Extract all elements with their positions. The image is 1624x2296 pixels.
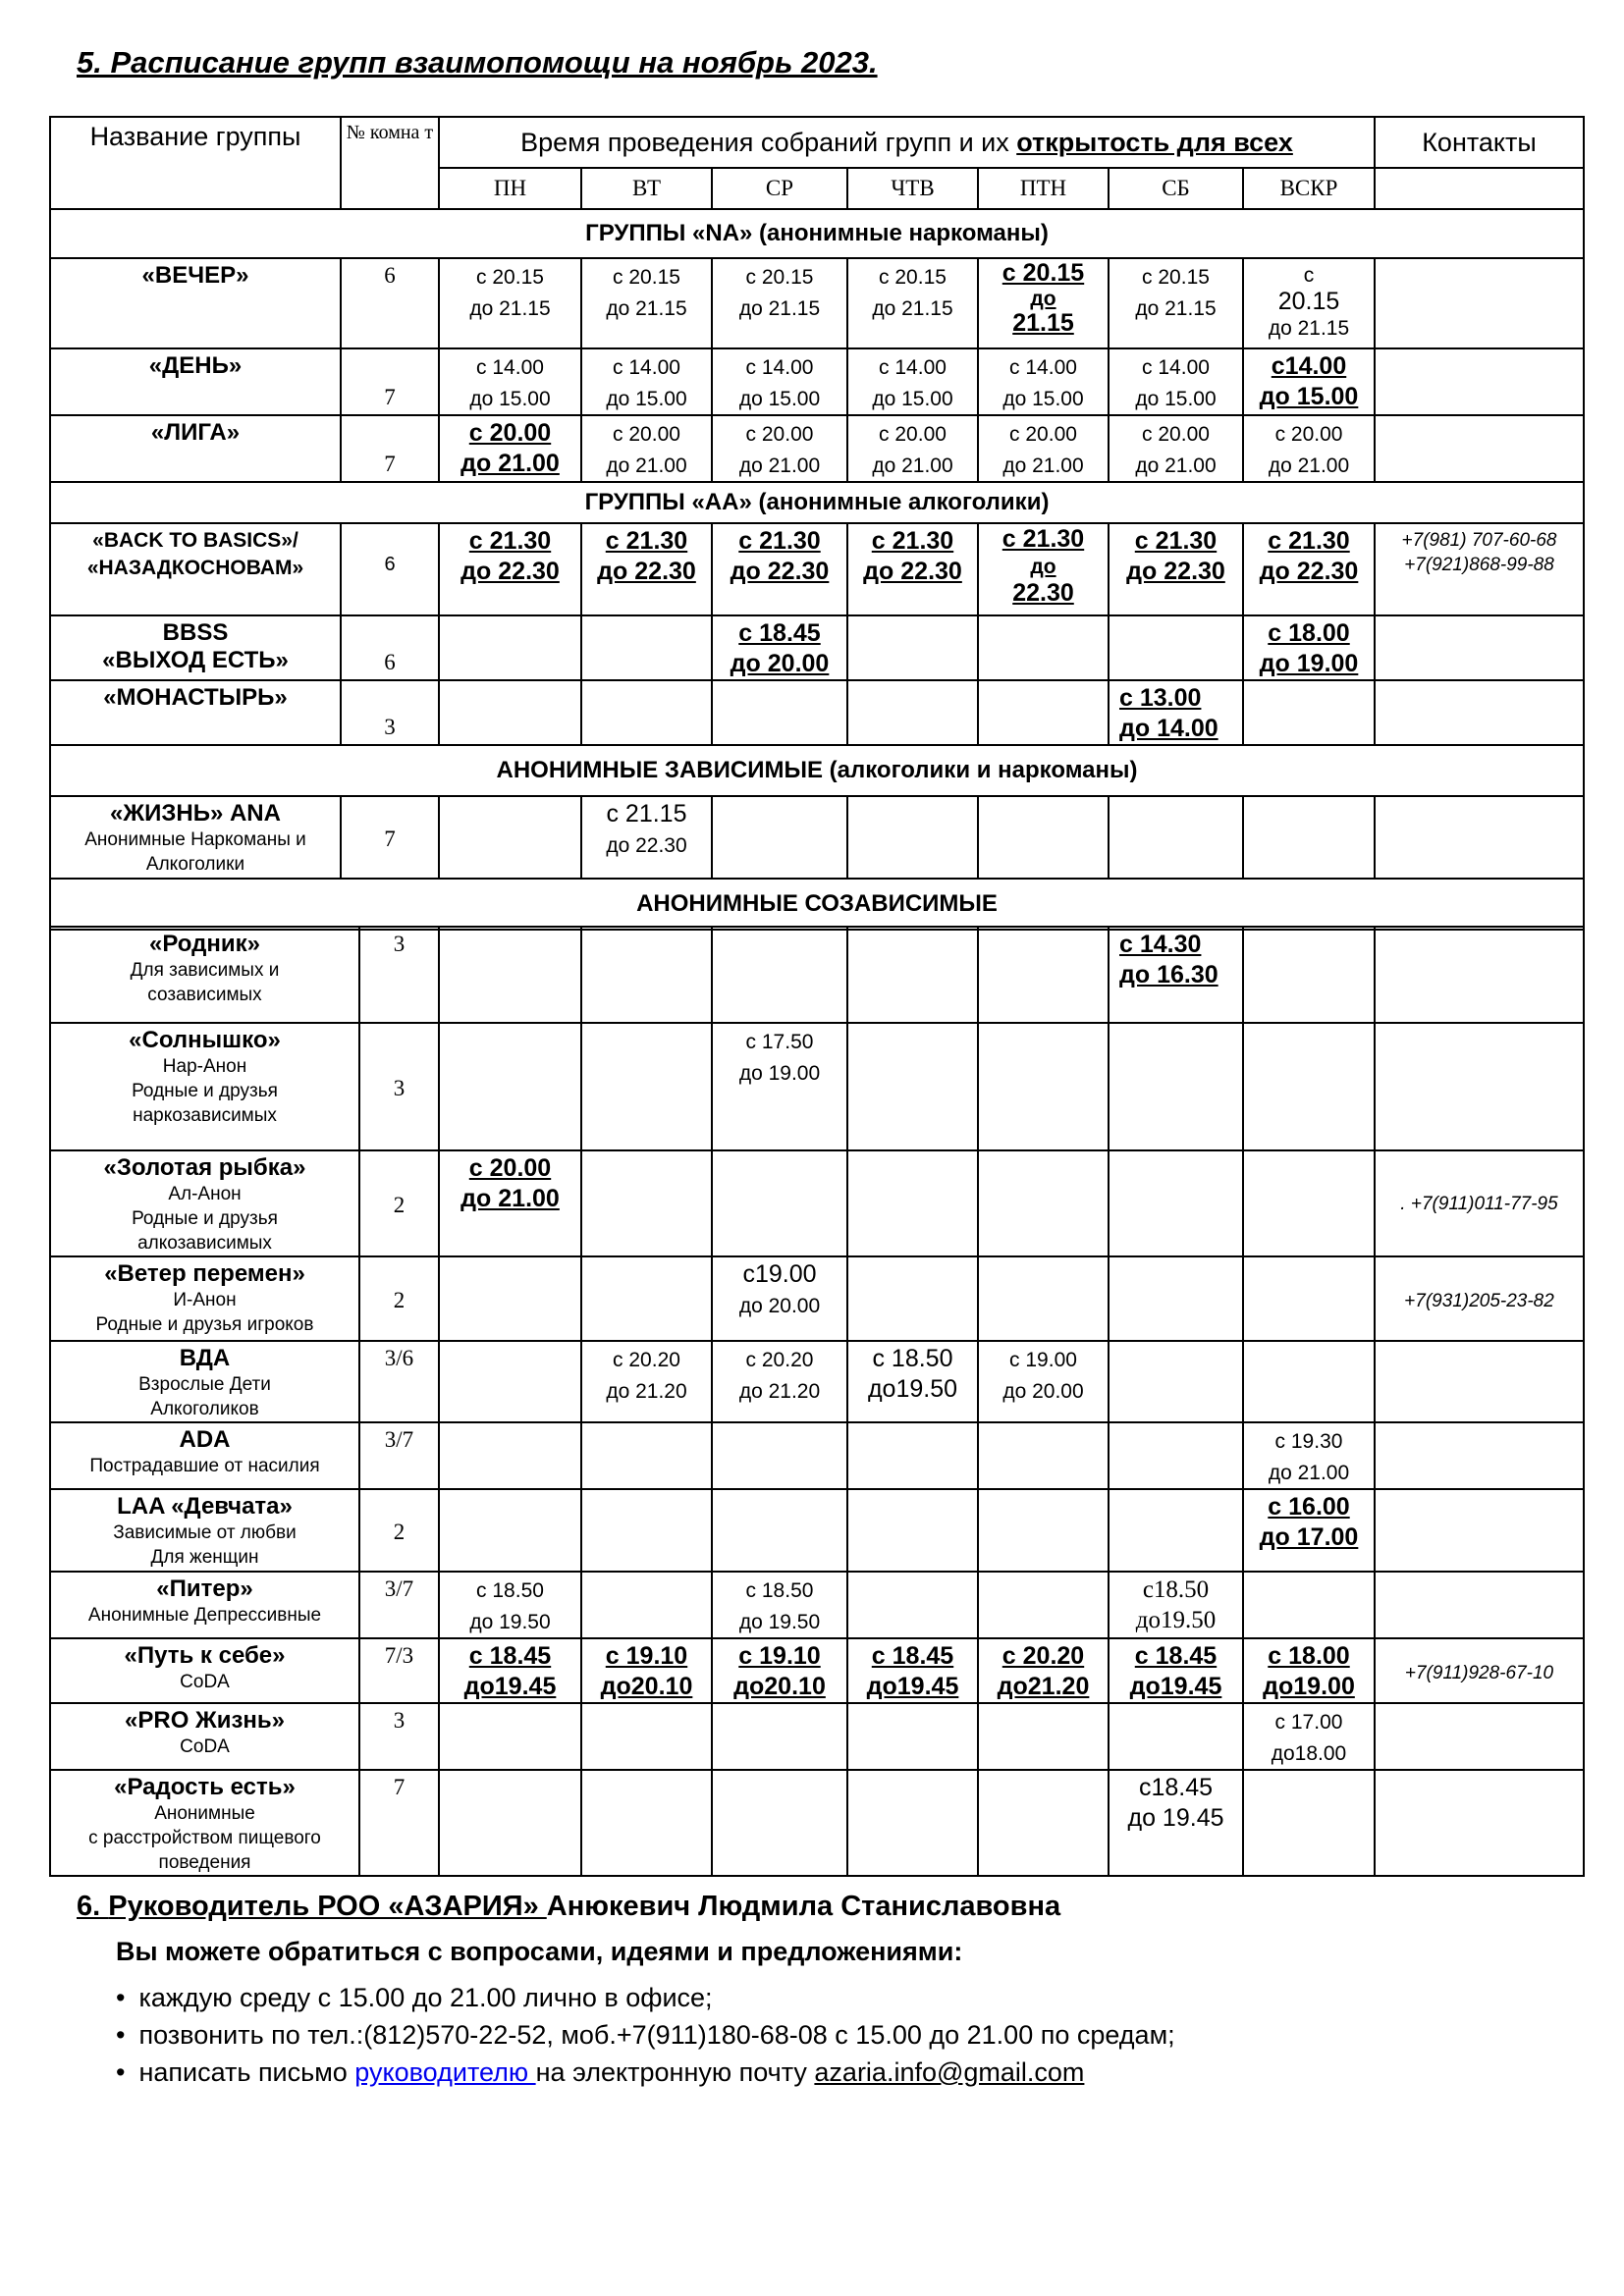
contact-cell	[1375, 680, 1584, 745]
time-cell: с 18.45 до19.45	[1109, 1638, 1243, 1703]
table-row	[50, 1422, 1584, 1489]
time-cell: с 20.00 до 21.00	[978, 415, 1109, 482]
time-cell	[439, 615, 581, 680]
table-row	[50, 796, 1584, 879]
section-row	[50, 745, 1584, 796]
group-name: «Питер» Анонимные Депрессивные	[50, 1572, 359, 1638]
time-cell	[1243, 680, 1375, 745]
section-title: ГРУППЫ «NA» (анонимные наркоманы)	[50, 209, 1584, 258]
time-cell	[847, 1489, 978, 1572]
time-cell	[581, 1572, 712, 1638]
time-cell: с 14.30 до 16.30	[1109, 927, 1243, 1023]
section-row	[50, 879, 1584, 930]
group-name: «Родник» Для зависимых и созависимых	[50, 927, 359, 1023]
time-cell	[978, 1256, 1109, 1341]
contact-cell	[1375, 927, 1584, 1023]
time-cell	[439, 1256, 581, 1341]
section-title: ГРУППЫ «АА» (анонимные алкоголики)	[50, 482, 1584, 523]
room-cell: 2	[359, 1489, 439, 1572]
time-cell	[847, 1256, 978, 1341]
time-cell	[1109, 1023, 1243, 1150]
group-name: «Радость есть» Анонимные с расстройством пищевого поведения	[50, 1770, 359, 1876]
group-name: «Солнышко» Нар-Анон Родные и друзья наркозависимых	[50, 1023, 359, 1150]
time-cell: с 21.15 до 22.30	[581, 796, 712, 879]
time-cell: с 19.10 до20.10	[712, 1638, 847, 1703]
time-cell	[1243, 1150, 1375, 1256]
time-cell: с 21.30 до 22.30	[581, 523, 712, 615]
time-cell	[978, 1572, 1109, 1638]
contact-cell	[1375, 1489, 1584, 1572]
time-cell	[581, 615, 712, 680]
time-cell	[1109, 1489, 1243, 1572]
time-cell	[1109, 1150, 1243, 1256]
time-cell	[439, 1341, 581, 1422]
time-cell: с 18.00 до 19.00	[1243, 615, 1375, 680]
time-cell	[978, 1770, 1109, 1876]
time-cell: с 20.00 до 21.00	[581, 415, 712, 482]
table-row	[50, 1489, 1584, 1572]
time-cell	[712, 1770, 847, 1876]
table-row	[50, 1023, 1584, 1150]
time-cell	[978, 1489, 1109, 1572]
time-cell	[439, 796, 581, 879]
contact-cell	[1375, 1770, 1584, 1876]
room-cell: 7	[359, 1770, 439, 1876]
time-cell: с 21.30 до 22.30	[847, 523, 978, 615]
contact-list	[77, 1979, 1569, 2091]
time-cell	[847, 1770, 978, 1876]
schedule-table-codependent	[49, 926, 1585, 1877]
section-row	[50, 209, 1584, 258]
time-cell	[712, 1150, 847, 1256]
time-cell	[581, 1023, 712, 1150]
time-cell: с 14.00 до 15.00	[1109, 348, 1243, 415]
time-cell	[1243, 796, 1375, 879]
contact-cell	[1375, 1341, 1584, 1422]
table-row	[50, 1150, 1584, 1256]
time-cell	[712, 1703, 847, 1770]
contact-phone: +7(921)868-99-88	[1404, 555, 1554, 575]
list-item: • каждую среду с 15.00 до 21.00 лично в офисе;	[116, 1979, 1569, 2016]
page-title: 5. Расписание групп взаимопомощи на ноябрь 2023.	[77, 45, 878, 80]
time-cell	[1243, 1023, 1375, 1150]
time-cell: с 18.45 до 20.00	[712, 615, 847, 680]
contact-cell	[1375, 348, 1584, 415]
time-cell	[439, 927, 581, 1023]
time-cell: с 21.30 до 22.30	[1243, 523, 1375, 615]
time-cell: с 20.00 до 21.00	[847, 415, 978, 482]
time-cell: с 19.00 до 20.00	[978, 1341, 1109, 1422]
group-name: «Путь к себе» CoDA	[50, 1638, 359, 1703]
header-contacts: Контакты	[1375, 117, 1584, 168]
time-cell: с18.50 до19.50	[1109, 1572, 1243, 1638]
contact-cell	[1375, 1023, 1584, 1150]
day-sat: СБ	[1109, 168, 1243, 209]
room-cell: 7/3	[359, 1638, 439, 1703]
group-name: «ВЕЧЕР»	[50, 258, 341, 348]
room-cell: 6	[341, 258, 439, 348]
time-cell	[439, 1489, 581, 1572]
day-fri: ПТН	[978, 168, 1109, 209]
time-cell	[712, 680, 847, 745]
contact-cell	[1375, 523, 1584, 615]
time-cell: с 20.15 до 21.15	[439, 258, 581, 348]
header-time: Время проведения собраний групп и их открытость для всех	[439, 117, 1375, 168]
room-cell: 3	[341, 680, 439, 745]
time-cell	[847, 1023, 978, 1150]
time-cell	[978, 1703, 1109, 1770]
table-row	[50, 615, 1584, 680]
group-name: ADA Пострадавшие от насилия	[50, 1422, 359, 1489]
list-item: • написать письмо руководителю на электронную почту azaria.info@gmail.com	[116, 2054, 1569, 2091]
group-name: ВДА Взрослые Дети Алкоголиков	[50, 1341, 359, 1422]
time-cell: с 20.00 до 21.00	[712, 415, 847, 482]
time-cell	[712, 927, 847, 1023]
time-cell: с 13.00 до 14.00	[1109, 680, 1243, 745]
footer-subheading: Вы можете обратиться с вопросами, идеями и предложениями:	[116, 1937, 963, 1966]
time-cell: с 18.50 до 19.50	[712, 1572, 847, 1638]
time-cell	[1243, 1256, 1375, 1341]
time-cell: с 18.45 до19.45	[439, 1638, 581, 1703]
time-cell	[581, 1703, 712, 1770]
time-cell	[1243, 927, 1375, 1023]
contact-phone: +7(981) 707-60-68	[1401, 530, 1557, 551]
time-cell: с 20.00 до 21.00	[439, 415, 581, 482]
time-cell	[581, 1770, 712, 1876]
time-cell: с 20.00 до 21.00	[1243, 415, 1375, 482]
time-cell: с 20.20 до21.20	[978, 1638, 1109, 1703]
time-cell	[581, 1489, 712, 1572]
contact-cell	[1375, 615, 1584, 680]
table-row	[50, 415, 1584, 482]
contact-phone: +7(911)928-67-10	[1375, 1638, 1584, 1703]
time-cell	[847, 680, 978, 745]
contact-cell	[1375, 1572, 1584, 1638]
time-cell: с 14.00 до 15.00	[439, 348, 581, 415]
time-cell	[1109, 1422, 1243, 1489]
time-cell: с 16.00 до 17.00	[1243, 1489, 1375, 1572]
room-cell: 6	[341, 523, 439, 615]
time-cell: с 18.50 до 19.50	[439, 1572, 581, 1638]
time-cell: с 14.00 до 15.00	[847, 348, 978, 415]
header-room: № комна т	[341, 117, 439, 209]
time-cell	[581, 1256, 712, 1341]
email-link[interactable]: azaria.info@gmail.com	[814, 2057, 1085, 2087]
table-row	[50, 927, 1584, 1023]
group-name: «ЖИЗНЬ» ANA Анонимные Наркоманы и Алкоголики	[50, 796, 341, 879]
room-cell: 3/6	[359, 1341, 439, 1422]
table-row	[50, 680, 1584, 745]
room-cell: 7	[341, 415, 439, 482]
time-cell	[1109, 796, 1243, 879]
day-tue: ВТ	[581, 168, 712, 209]
time-cell: с 20.15 до 21.15	[1109, 258, 1243, 348]
group-name: «ЛИГА»	[50, 415, 341, 482]
time-cell	[581, 927, 712, 1023]
time-cell: с14.00 до 15.00	[1243, 348, 1375, 415]
time-cell: с 18.50 до19.50	[847, 1341, 978, 1422]
time-cell: с 21.30 до 22.30	[439, 523, 581, 615]
footer-section	[77, 1891, 1569, 2091]
group-name: LAA «Девчата» Зависимые от любви Для женщин	[50, 1489, 359, 1572]
time-cell	[439, 1422, 581, 1489]
time-cell	[1243, 1341, 1375, 1422]
time-cell: с 20.20 до 21.20	[581, 1341, 712, 1422]
time-cell: с 14.00 до 15.00	[581, 348, 712, 415]
time-cell	[439, 1703, 581, 1770]
time-cell	[847, 1703, 978, 1770]
time-cell	[712, 796, 847, 879]
time-cell	[978, 615, 1109, 680]
time-cell: с 20.20 до 21.20	[712, 1341, 847, 1422]
time-cell: с 17.00 до18.00	[1243, 1703, 1375, 1770]
section-title: АНОНИМНЫЕ ЗАВИСИМЫЕ (алкоголики и наркоманы)	[50, 745, 1584, 796]
time-cell	[1109, 1703, 1243, 1770]
room-cell: 3/7	[359, 1572, 439, 1638]
time-cell	[581, 1422, 712, 1489]
time-cell	[847, 796, 978, 879]
time-cell: с 20.15 до 21.15	[712, 258, 847, 348]
contact-cell	[1375, 415, 1584, 482]
time-cell	[712, 1422, 847, 1489]
time-cell	[978, 1150, 1109, 1256]
group-name: «Золотая рыбка» Ал-Анон Родные и друзья алкозависимых	[50, 1150, 359, 1256]
table-row	[50, 1638, 1584, 1703]
time-cell: с 21.30 до 22.30	[712, 523, 847, 615]
time-cell	[978, 1023, 1109, 1150]
room-cell: 7	[341, 348, 439, 415]
group-name: BBSS «ВЫХОД ЕСТЬ»	[50, 615, 341, 680]
leader-link[interactable]: руководителю	[354, 2057, 536, 2087]
group-name: «BACK TO BASICS»/ «НАЗАДКОСНОВАМ»	[50, 523, 341, 615]
time-cell: с 19.30 до 21.00	[1243, 1422, 1375, 1489]
time-cell: с 21.30 до 22.30	[978, 523, 1109, 615]
time-cell	[978, 680, 1109, 745]
time-cell	[1109, 615, 1243, 680]
table-row	[50, 523, 1584, 615]
group-name: «МОНАСТЫРЬ»	[50, 680, 341, 745]
time-cell	[847, 1422, 978, 1489]
time-cell	[1243, 1572, 1375, 1638]
table-row	[50, 258, 1584, 348]
day-contacts-blank	[1375, 168, 1584, 209]
time-cell: с 19.10 до20.10	[581, 1638, 712, 1703]
time-cell: с 20.15 до 21.15	[847, 258, 978, 348]
time-cell: с 21.30 до 22.30	[1109, 523, 1243, 615]
time-cell	[847, 927, 978, 1023]
day-wed: СР	[712, 168, 847, 209]
time-cell	[1109, 1341, 1243, 1422]
footer-heading: 6. Руководитель РОО «АЗАРИЯ» Анюкевич Людмила Станиславовна	[77, 1891, 1061, 1922]
contact-cell	[1375, 258, 1584, 348]
contact-cell	[1375, 1703, 1584, 1770]
day-sun: ВСКР	[1243, 168, 1375, 209]
room-cell: 2	[359, 1256, 439, 1341]
contact-cell	[1375, 796, 1584, 879]
room-cell: 7	[341, 796, 439, 879]
time-cell	[978, 796, 1109, 879]
time-cell	[847, 1572, 978, 1638]
day-thu: ЧТВ	[847, 168, 978, 209]
time-cell	[978, 927, 1109, 1023]
time-cell: с 18.45 до19.45	[847, 1638, 978, 1703]
time-cell: с 18.00 до19.00	[1243, 1638, 1375, 1703]
group-name: «ДЕНЬ»	[50, 348, 341, 415]
table-row	[50, 1703, 1584, 1770]
contact-cell	[1375, 1422, 1584, 1489]
time-cell	[581, 680, 712, 745]
time-cell	[712, 1489, 847, 1572]
time-cell: с 20.15 до 21.15	[581, 258, 712, 348]
room-cell: 2	[359, 1150, 439, 1256]
contact-phone: +7(931)205-23-82	[1375, 1256, 1584, 1341]
room-cell: 6	[341, 615, 439, 680]
time-cell: с 14.00 до 15.00	[978, 348, 1109, 415]
contact-phone: . +7(911)011-77-95	[1375, 1150, 1584, 1256]
room-cell: 3	[359, 1703, 439, 1770]
day-mon: ПН	[439, 168, 581, 209]
time-cell	[439, 1770, 581, 1876]
room-cell: 3	[359, 927, 439, 1023]
time-cell: с 20.15 до 21.15	[978, 258, 1109, 348]
time-cell	[847, 615, 978, 680]
time-cell	[439, 1023, 581, 1150]
time-cell	[978, 1422, 1109, 1489]
time-cell	[1109, 1256, 1243, 1341]
table-row	[50, 1770, 1584, 1876]
time-cell: с18.45 до 19.45	[1109, 1770, 1243, 1876]
table-row	[50, 1341, 1584, 1422]
section-row	[50, 482, 1584, 523]
time-cell: с19.00 до 20.00	[712, 1256, 847, 1341]
time-cell	[581, 1150, 712, 1256]
section-title: АНОНИМНЫЕ СОЗАВИСИМЫЕ	[50, 879, 1584, 930]
group-name: «PRO Жизнь» CoDA	[50, 1703, 359, 1770]
time-cell	[847, 1150, 978, 1256]
header-group-name: Название группы	[50, 117, 341, 209]
time-cell	[1243, 1770, 1375, 1876]
time-cell: с 20.00 до 21.00	[1109, 415, 1243, 482]
time-cell: с 17.50 до 19.00	[712, 1023, 847, 1150]
time-cell: с 20.15 до 21.15	[1243, 258, 1375, 348]
table-row	[50, 1256, 1584, 1341]
schedule-table	[49, 116, 1585, 931]
room-cell: 3	[359, 1023, 439, 1150]
room-cell: 3/7	[359, 1422, 439, 1489]
table-row	[50, 348, 1584, 415]
time-cell: с 14.00 до 15.00	[712, 348, 847, 415]
group-name: «Ветер перемен» И-Анон Родные и друзья игроков	[50, 1256, 359, 1341]
time-cell: с 20.00 до 21.00	[439, 1150, 581, 1256]
time-cell	[439, 680, 581, 745]
table-row	[50, 1572, 1584, 1638]
header-row	[50, 117, 1584, 168]
list-item: • позвонить по тел.:(812)570-22-52, моб.+7(911)180-68-08 с 15.00 до 21.00 по средам;	[116, 2016, 1569, 2054]
